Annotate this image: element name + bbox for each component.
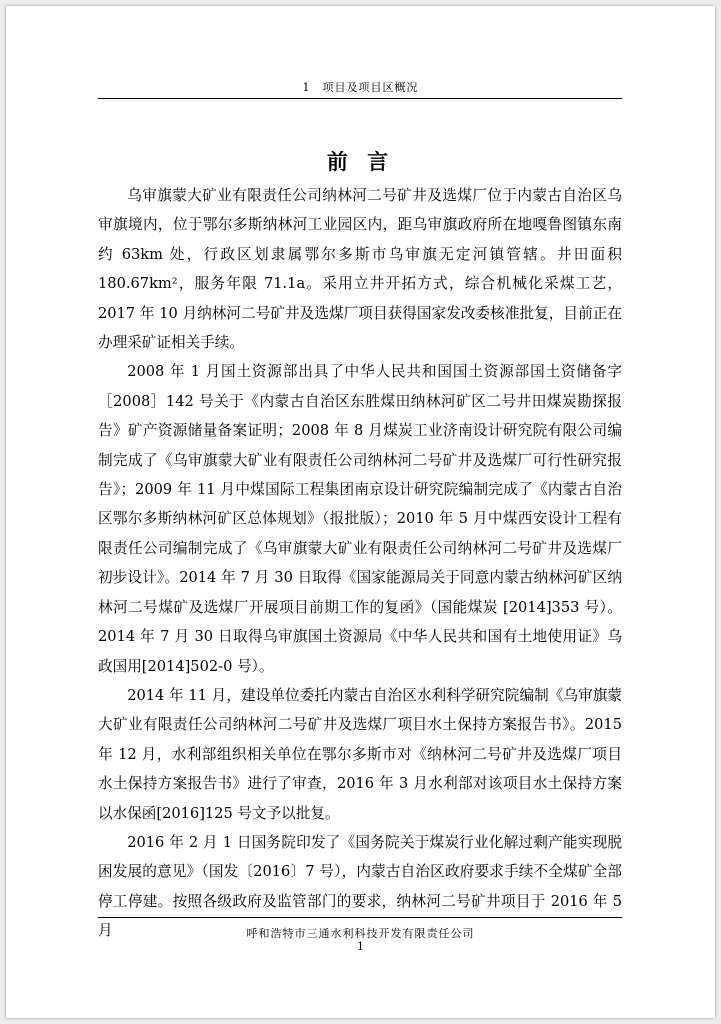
- paragraph-3: 2014 年 11 月，建设单位委托内蒙古自治区水利科学研究院编制《乌审旗蒙大矿业有限责任公司纳林河二号矿井及选煤厂项目水土保持方案报告书》。2015 年 12 月，水利部组织相关单位在鄂尔多斯市对《纳林河二号矿井及选煤厂项目水土保持方案报告书》进行了审查，2016 年 3 月水利部对该项目水土保持方案以水保函[2016]125 号文予以批复。: [98, 686, 622, 822]
- paragraph-1: 乌审旗蒙大矿业有限责任公司纳林河二号矿井及选煤厂位于内蒙古自治区乌审旗境内，位于鄂尔多斯纳林河工业园区内，距乌审旗政府所在地嘎鲁图镇东南约 63km 处，行政区划隶属鄂尔多斯市乌审旗无定河镇管辖。井田面积 180.67km²，服务年限 71.1a。采用立井开拓方式，综合机械化采煤工艺，2017 年 10 月纳林河二号矿井及选煤厂项目获得国家发改委核准批复，目前正在办理采矿证相关手续。: [98, 187, 622, 352]
- footer-company: 呼和浩特市三通水利科技开发有限责任公司: [246, 927, 475, 940]
- body-text: [98, 181, 622, 946]
- header-rule: [98, 98, 622, 99]
- page-title: 前 言: [326, 149, 395, 174]
- footer-rule: [98, 917, 622, 918]
- running-header: 1 项目及项目区概况: [302, 81, 419, 94]
- document-page: [6, 6, 715, 1018]
- page-number: 1: [357, 940, 364, 953]
- paragraph-4: 2016 年 2 月 1 日国务院印发了《国务院关于煤炭行业化解过剩产能实现脱困发展的意见》（国发〔2016〕7 号），内蒙古自治区政府要求手续不全煤矿全部停工停建。按照各级政府及监管部门的要求，纳林河二号矿井项目于 2016 年 5 月: [98, 833, 622, 940]
- paragraph-2: 2008 年 1 月国土资源部出具了中华人民共和国国土资源部国土资储备字［2008］142 号关于《内蒙古自治区东胜煤田纳林河矿区二号井田煤炭勘探报告》矿产资源储量备案证明；2008 年 8 月煤炭工业济南设计研究院有限公司编制完成了《乌审旗蒙大矿业有限责任公司纳林河二号矿井及选煤厂可行性研究报告》；2009 年 11 月中煤国际工程集团南京设计研究院编制完成了《内蒙古自治区鄂尔多斯纳林河矿区总体规划》（报批版）；2010 年 5 月中煤西安设计工程有限责任公司编制完成了《乌审旗蒙大矿业有限责任公司纳林河二号矿井及选煤厂初步设计》。2014 年 7 月 30 日取得《国家能源局关于同意内蒙古纳林河矿区纳林河二号煤矿及选煤厂开展项目前期工作的复函》（国能煤炭 [2014]353 号）。2014 年 7 月 30 日取得乌审旗国土资源局《中华人民共和国有土地使用证》乌政国用[2014]502-0 号）。: [98, 363, 622, 675]
